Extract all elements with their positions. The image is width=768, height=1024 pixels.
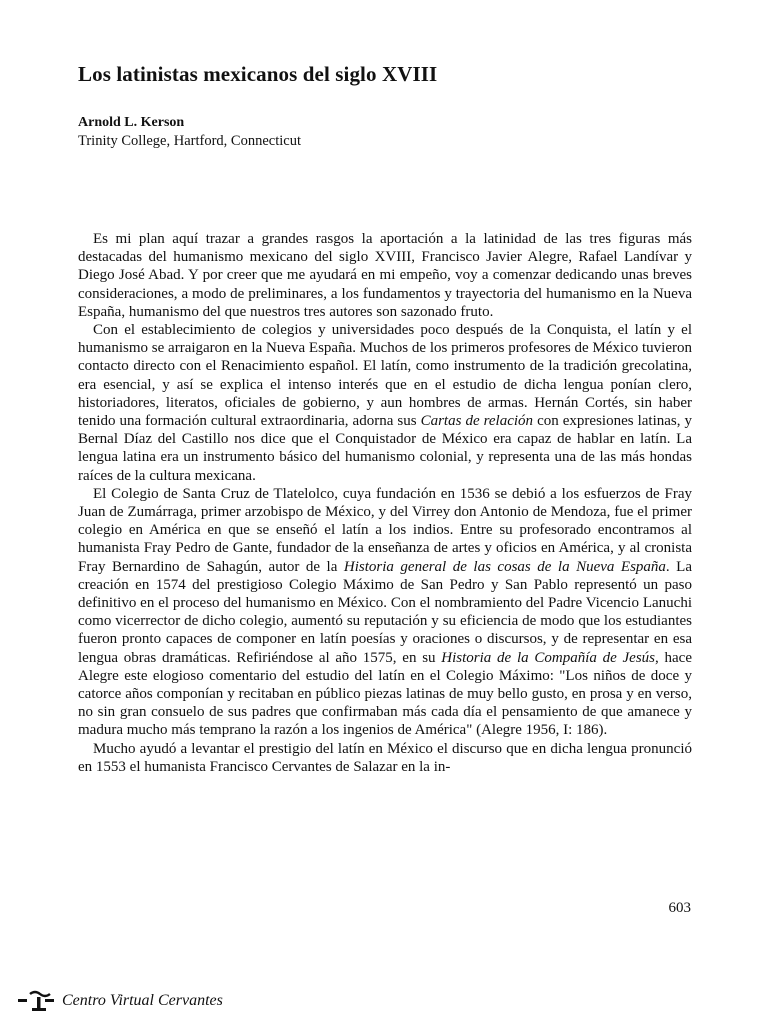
body-paragraph: [78, 740, 692, 776]
italic-title: Historia general de las cosas de la Nueva España: [343, 558, 666, 575]
paragraph-text: con expresiones latinas, y Bernal Díaz del Castillo nos dice que el Conquistador de México era capaz de hablar en latín. La lengua latina era un instrumento básico del humanismo colonial, y representa una de las más hondas raíces de la cultura mexicana.: [78, 413, 693, 484]
paragraph-text: El Colegio de Santa Cruz de Tlatelolco, cuya fundación en 1536 se debió a los esfuerzos de Fray Juan de Zumárraga, primer arzobispo de México, y del Virrey don Antonio de Mendoza, fue el primer colegio en América en que se enseñó el latín a los indios. Entre su profesorado encontramos al humanista Fray Pedro de Gante, fundador de la enseñanza de artes y oficios en América, y al cronista Fray Bernardino de Sahagún, autor de la: [78, 485, 692, 575]
cvc-logo-icon: [18, 990, 54, 1012]
body-paragraph: [78, 485, 692, 740]
article-title: Los latinistas mexicanos del siglo XVIII: [78, 62, 438, 86]
paragraph-text: Es mi plan aquí trazar a grandes rasgos la aportación a la latinidad de las tres figuras más destacadas del humanismo mexicano del siglo XVIII, Francisco Javier Alegre, Rafael Landívar y Diego José Abad. Y por creer que me ayudará en mi empeño, voy a comenzar dedicando unas breves consideraciones, a modo de preliminares, a los fundamentos y trayectoria del humanismo en la Nueva España, humanismo del que nuestros tres autores son sazonado fruto.: [78, 231, 692, 320]
author-affiliation: Trinity College, Hartford, Connecticut: [78, 133, 301, 149]
footer-brand: Centro Virtual Cervantes: [62, 992, 223, 1009]
author-name: Arnold L. Kerson: [78, 115, 185, 130]
page-number: 603: [668, 900, 691, 916]
body-paragraph: [78, 321, 692, 485]
paragraph-text: Mucho ayudó a levantar el prestigio del latín en México el discurso que en dicha lengua pronunció en 1553 el humanista Francisco Cervantes de Salazar en la in-: [78, 740, 692, 775]
paragraph-text: . La creación en 1574 del prestigioso Colegio Máximo de San Pedro y San Pablo representó un paso definitivo en el proceso del humanismo en México. Con el nombramiento del Padre Vicencio Lanuchi como vicerrector de dicho colegio, aumentó su reputación y su eficiencia de modo que los estudiantes fueron pronto capaces de componer en latín poesías y oraciones o discursos, y de representar en esa lengua obras dramáticas. Refiriéndose al año 1575, en su: [78, 558, 692, 666]
article-body: [78, 230, 692, 776]
paragraph-text: , hace Alegre este elogioso comentario del estudio del latín en el Colegio Máximo: "Los niños de doce y catorce años componían y recitaban en público piezas latinas de muy bello gusto, en prosa y en verso, no sin gran consuelo de sus padres que confirmaban más cada día el pensamiento de que amanece y madura mucho más temprano la razón a los ingenios de América" (Alegre 1956, I: 186).: [78, 649, 692, 739]
paragraph-text: Con el establecimiento de colegios y universidades poco después de la Conquista, el latín y el humanismo se arraigaron en la Nueva España. Muchos de los primeros profesores de México tuvieron contacto directo con el Renacimiento español. El latín, como instrumento de la tradición grecolatina, era esencial, y así se explica el intenso interés que en el estudio de dicha lengua ponían clero, historiadores, literatos, oficiales de gobierno, y aun hombres de armas. Hernán Cortés, sin haber tenido una formación cultural extraordinaria, adorna sus: [78, 322, 692, 430]
document-header: [78, 62, 692, 150]
italic-title: Cartas de relación: [420, 413, 534, 430]
footer: [18, 989, 223, 1013]
body-paragraph: [78, 230, 692, 321]
italic-title: Historia de la Compañía de Jesús: [441, 649, 656, 666]
